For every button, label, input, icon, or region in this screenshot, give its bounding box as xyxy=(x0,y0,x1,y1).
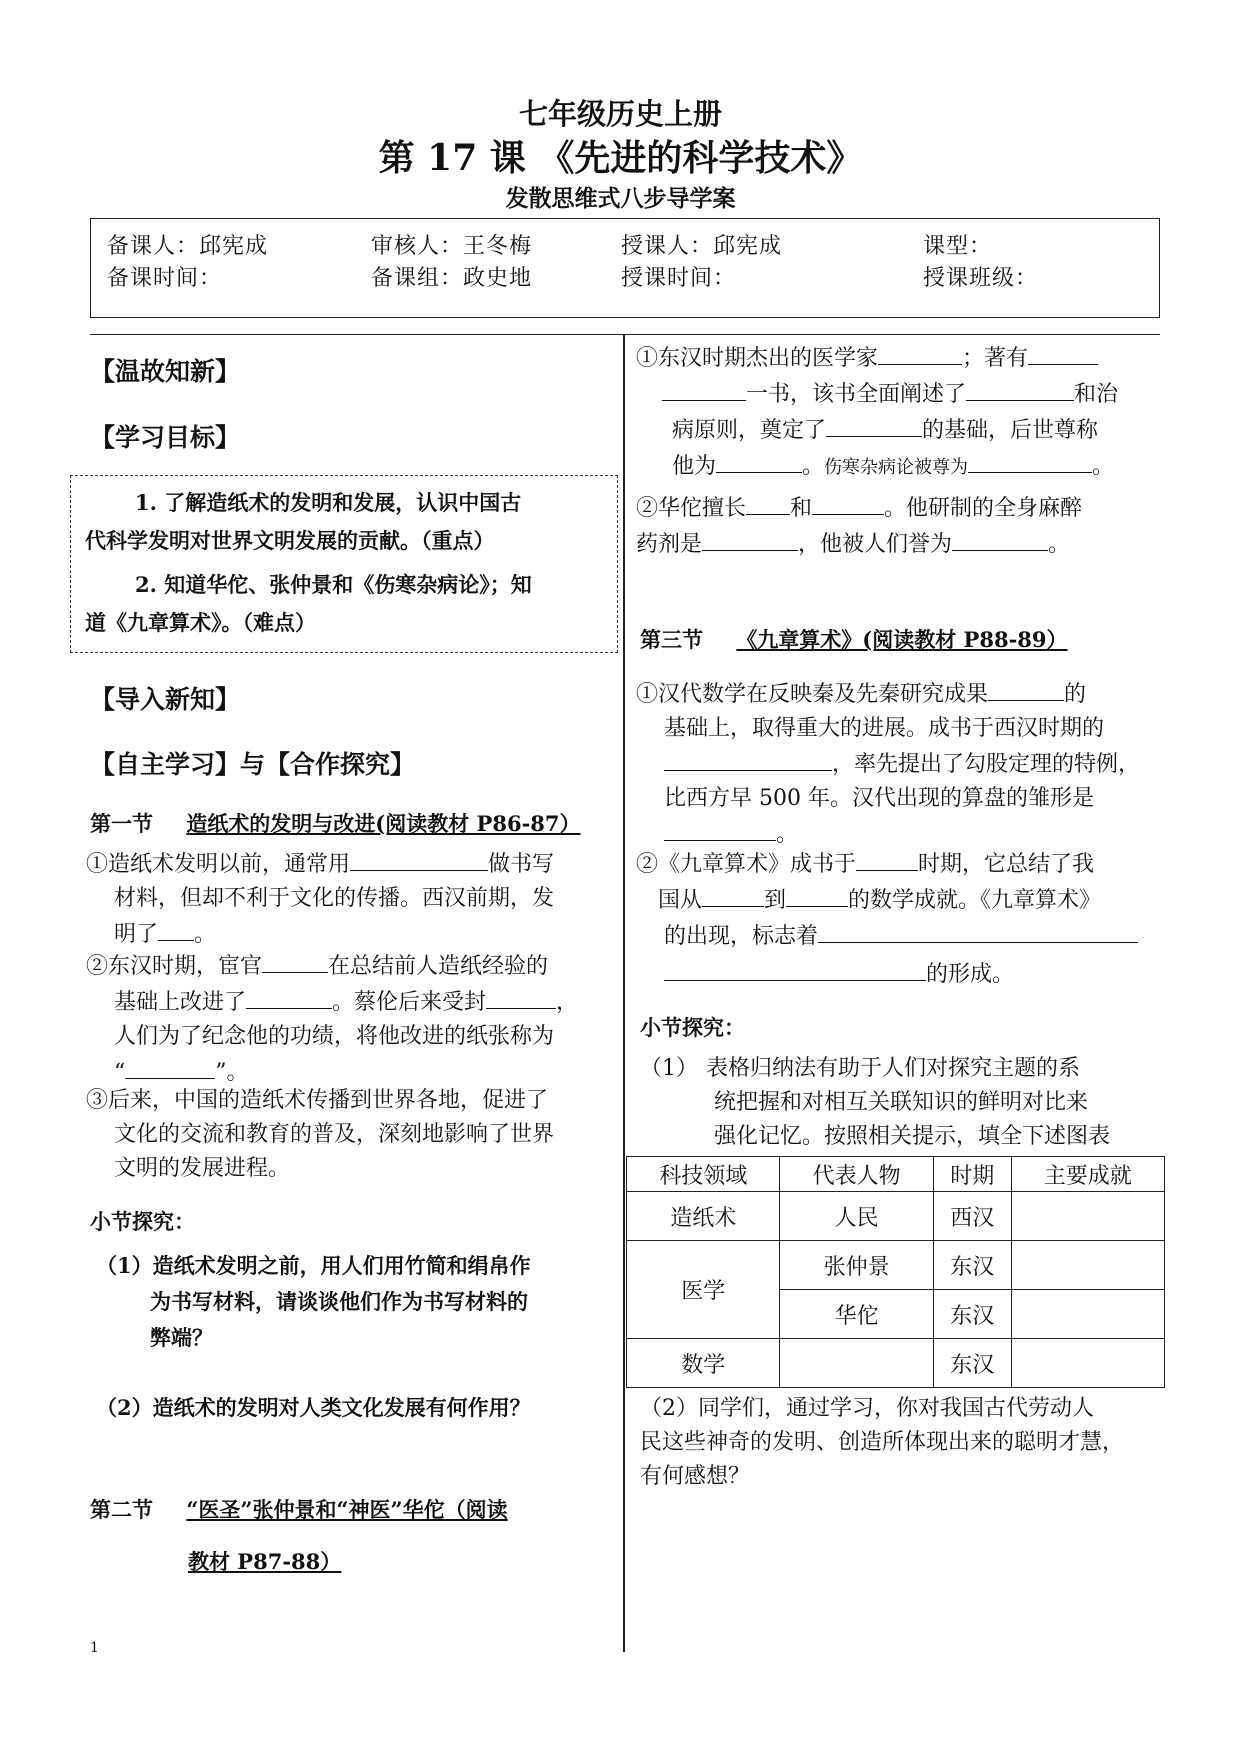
text: 。 xyxy=(1048,532,1071,557)
section-3-label: 第三节 xyxy=(640,627,703,652)
blank[interactable] xyxy=(716,448,802,473)
blank[interactable] xyxy=(702,526,798,551)
section-2-title-b: 教材 P87-88） xyxy=(188,1549,342,1574)
text: 时期，它总结了我 xyxy=(918,852,1095,877)
table-cell[interactable] xyxy=(780,1339,933,1388)
table-cell: 西汉 xyxy=(933,1192,1011,1241)
text: ②华佗擅长 xyxy=(636,496,747,521)
text: 。蔡伦后来受封 xyxy=(332,990,487,1015)
table-cell[interactable] xyxy=(1011,1339,1165,1388)
text: 做书写 xyxy=(488,852,555,877)
text: 的数学成就。《九章算术》 xyxy=(848,888,1102,913)
text: ①造纸术发明以前，通常用 xyxy=(86,852,351,877)
text: ， xyxy=(556,990,579,1015)
text: 的形成。 xyxy=(926,962,1015,987)
blank[interactable] xyxy=(125,1054,215,1079)
review-heading: 【温故知新】 xyxy=(90,357,241,386)
table-cell[interactable] xyxy=(1011,1192,1165,1241)
text: 为书写材料，请谈谈他们作为书写材料的 xyxy=(150,1289,528,1314)
table-header: 代表人物 xyxy=(780,1157,933,1192)
section-1-heading xyxy=(90,808,581,838)
table-cell: 东汉 xyxy=(933,1241,1011,1290)
text: 强化记忆。按照相关提示，填全下述图表 xyxy=(714,1124,1111,1149)
study-heading: 【自主学习】与【合作探究】 xyxy=(90,750,416,779)
s3-question-1 xyxy=(636,676,1166,852)
lesson-type: 课型： xyxy=(923,234,993,259)
text: 人们为了纪念他的功绩，将他改进的纸张称为 xyxy=(114,1024,555,1049)
s1-explore-1 xyxy=(96,1248,616,1356)
text: ①汉代数学在反映秦及先秦研究成果 xyxy=(636,682,989,707)
text: 基础上改进了 xyxy=(114,990,247,1015)
text: 。 xyxy=(1092,454,1115,479)
blank[interactable] xyxy=(988,676,1064,701)
prep-group: 备课组：政史地 xyxy=(371,266,533,291)
blank[interactable] xyxy=(818,918,1138,943)
blank[interactable] xyxy=(966,376,1074,401)
text: 文明的发展进程。 xyxy=(114,1156,291,1181)
class-name: 授课班级： xyxy=(923,266,1039,291)
blank[interactable] xyxy=(1028,340,1098,365)
teacher: 授课人：邱宪成 xyxy=(621,234,783,259)
text: ②东汉时期，宦官 xyxy=(86,954,263,979)
preparer: 备课人：邱宪成 xyxy=(107,234,269,259)
summary-table xyxy=(626,1156,1165,1388)
s3-explore-2 xyxy=(640,1392,1170,1494)
section-2-title-a: “医圣”张仲景和“神医”华佗（阅读 xyxy=(186,1497,508,1522)
text: 和治 xyxy=(1074,382,1119,407)
blank[interactable] xyxy=(856,846,918,871)
blank[interactable] xyxy=(786,882,848,907)
subtitle: 发散思维式八步导学案 xyxy=(505,185,736,212)
text: 在总结前人造纸经验的 xyxy=(328,954,549,979)
blank[interactable] xyxy=(702,882,764,907)
text: 材料，但却不利于文化的传播。西汉前期，发 xyxy=(114,886,555,911)
text: 明了 xyxy=(114,922,159,947)
table-cell[interactable] xyxy=(1011,1241,1165,1290)
table-header: 主要成就 xyxy=(1011,1157,1165,1192)
s1-explore-heading: 小节探究： xyxy=(90,1209,195,1234)
text: 和 xyxy=(790,496,813,521)
table-row xyxy=(627,1339,1165,1388)
s2-question-2 xyxy=(636,490,1166,562)
goal-2a: 2. 知道华佗、张仲景和《伤寒杂病论》；知 xyxy=(135,572,532,597)
text: 造纸术发明之前，用人们用竹简和绢帛作 xyxy=(152,1253,531,1278)
text: 的出现，标志着 xyxy=(664,924,819,949)
text: 伤寒杂病论被尊为 xyxy=(824,457,969,478)
blank[interactable] xyxy=(486,984,556,1009)
table-cell: 华佗 xyxy=(780,1290,933,1339)
text: 有何感想？ xyxy=(640,1464,751,1489)
blank[interactable] xyxy=(878,340,962,365)
blank[interactable] xyxy=(952,526,1048,551)
table-header: 时期 xyxy=(933,1157,1011,1192)
blank[interactable] xyxy=(746,490,790,515)
text: 表格归纳法有助于人们对探究主题的系 xyxy=(706,1056,1081,1081)
text: 的基础，后世尊称 xyxy=(922,418,1099,443)
text: 弊端？ xyxy=(150,1325,213,1350)
text: ”。 xyxy=(215,1060,249,1085)
section-1-label: 第一节 xyxy=(90,811,153,836)
blank[interactable] xyxy=(826,412,922,437)
section-2-label: 第二节 xyxy=(90,1497,153,1522)
blank[interactable] xyxy=(812,490,884,515)
blank[interactable] xyxy=(246,984,332,1009)
text: 统把握和对相互关联知识的鲜明对比来 xyxy=(714,1090,1089,1115)
section-2-heading xyxy=(90,1494,508,1524)
text: ，率先提出了勾股定理的特例， xyxy=(832,752,1141,777)
text: 。 xyxy=(802,454,825,479)
table-cell: 东汉 xyxy=(933,1290,1011,1339)
table-cell: 数学 xyxy=(627,1339,780,1388)
s1-question-2 xyxy=(86,948,626,1090)
section-3-heading xyxy=(640,624,1068,654)
goal-1a: 1. 了解造纸术的发明和发展，认识中国古 xyxy=(135,490,522,515)
section-3-title: 《九章算术》(阅读教材 P88-89） xyxy=(736,627,1068,652)
reviewer: 审核人：王冬梅 xyxy=(371,234,533,259)
lesson-title: 第 17 课 《先进的科学技术》 xyxy=(378,137,863,179)
goal-1b: 代科学发明对世界文明发展的贡献。（重点） xyxy=(85,528,495,553)
text: 比西方早 500 年。汉代出现的算盘的雏形是 xyxy=(664,786,1094,811)
table-header: 科技领域 xyxy=(627,1157,780,1192)
table-cell: 人民 xyxy=(780,1192,933,1241)
blank[interactable] xyxy=(262,948,328,973)
table-cell[interactable] xyxy=(1011,1290,1165,1339)
grade-title: 七年级历史上册 xyxy=(518,97,722,131)
text: ③后来，中国的造纸术传播到世界各地，促进了 xyxy=(86,1088,549,1113)
blank[interactable] xyxy=(350,846,488,871)
text: 的 xyxy=(1064,682,1087,707)
text: 民这些神奇的发明、创造所体现出来的聪明才慧， xyxy=(640,1430,1125,1455)
text: （1） xyxy=(640,1056,698,1081)
text: 药剂是 xyxy=(636,532,703,557)
prep-time: 备课时间： xyxy=(107,266,223,291)
text: ，他被人们誉为 xyxy=(798,532,953,557)
text: （2）同学们，通过学习，你对我国古代劳动人 xyxy=(640,1396,1094,1421)
intro-heading: 【导入新知】 xyxy=(90,685,241,714)
text: 。 xyxy=(194,922,217,947)
s1-explore-2: （2）造纸术的发明对人类文化发展有何作用？ xyxy=(96,1395,531,1420)
text: ①东汉时期杰出的医学家 xyxy=(636,346,879,371)
text: 。 xyxy=(776,822,799,847)
text: 一书，该书全面阐述了 xyxy=(746,382,967,407)
goals-heading: 【学习目标】 xyxy=(90,423,241,452)
blank[interactable] xyxy=(664,816,776,841)
table-header-row xyxy=(627,1157,1165,1192)
table-cell: 张仲景 xyxy=(780,1241,933,1290)
section-1-title: 造纸术的发明与改进(阅读教材 P86-87） xyxy=(186,811,581,836)
blank[interactable] xyxy=(664,746,832,771)
table-cell: 造纸术 xyxy=(627,1192,780,1241)
text: ②《九章算术》成书于 xyxy=(636,852,857,877)
text: 基础上，取得重大的进展。成书于西汉时期的 xyxy=(664,716,1105,741)
table-cell: 东汉 xyxy=(933,1339,1011,1388)
goal-2b: 道《九章算术》。（难点） xyxy=(85,610,316,635)
text: 到 xyxy=(764,888,787,913)
blank[interactable] xyxy=(662,376,746,401)
s3-explore-1 xyxy=(640,1052,1170,1154)
info-box xyxy=(90,218,1160,318)
s3-explore-heading: 小节探究： xyxy=(640,1015,745,1040)
blank[interactable] xyxy=(968,448,1092,473)
text: 病原则，奠定了 xyxy=(672,418,827,443)
blank[interactable] xyxy=(158,916,194,941)
table-row xyxy=(627,1192,1165,1241)
text: 他为 xyxy=(672,454,717,479)
text: “ xyxy=(114,1060,126,1085)
table-row xyxy=(627,1241,1165,1290)
s1-question-3 xyxy=(86,1084,626,1186)
text: 。他研制的全身麻醉 xyxy=(884,496,1083,521)
s1-question-1 xyxy=(86,846,626,952)
text: ；著有 xyxy=(962,346,1029,371)
table-cell: 医学 xyxy=(627,1241,780,1339)
s2-question-1 xyxy=(636,340,1166,485)
top-rule xyxy=(90,334,1160,335)
blank[interactable] xyxy=(664,956,926,981)
s3-question-2 xyxy=(636,846,1166,992)
text: （1） xyxy=(96,1253,153,1278)
page-number: 1 xyxy=(90,1640,99,1656)
text: 文化的交流和教育的普及，深刻地影响了世界 xyxy=(114,1122,555,1147)
text: 国从 xyxy=(658,888,703,913)
class-time: 授课时间： xyxy=(621,266,737,291)
goals-box xyxy=(70,475,618,653)
